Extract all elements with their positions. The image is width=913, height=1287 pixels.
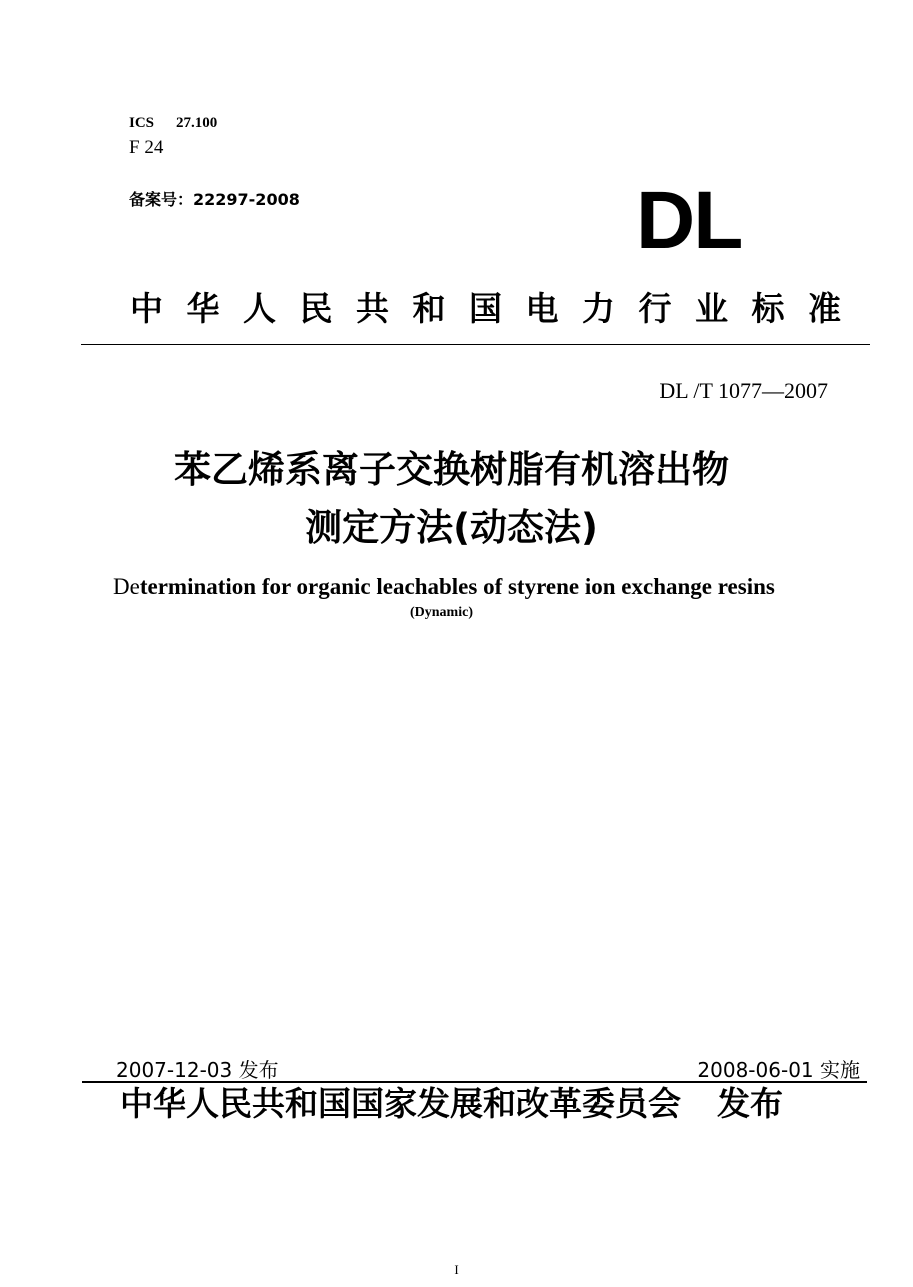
- ics-line: [129, 115, 217, 132]
- ccs-code: F 24: [129, 137, 164, 158]
- title-en-prefix: De: [113, 574, 140, 599]
- title-cn-line1: 苯乙烯系离子交换树脂有机溶出物: [174, 448, 729, 491]
- implementation-date: 2008-06-01 实施: [697, 1058, 860, 1082]
- page-number: I: [454, 1262, 459, 1277]
- standard-number: DL /T 1077—2007: [659, 378, 828, 403]
- publisher-action: 发布: [717, 1084, 783, 1123]
- ics-code: 27.100: [176, 115, 218, 131]
- dl-logo: DL: [636, 175, 742, 266]
- title-cn-line2: 测定方法(动态法): [305, 506, 598, 549]
- title-en-rest: termination for organic leachables of styrene ion exchange resins: [139, 574, 775, 599]
- publisher-line: [120, 1078, 783, 1125]
- publisher-name: 中华人民共和国国家发展和改革委员会: [120, 1084, 681, 1123]
- ics-label: ICS: [129, 115, 155, 131]
- title-en: [113, 574, 775, 600]
- title-en-subtitle: (Dynamic): [410, 605, 473, 620]
- issue-date: 2007-12-03 发布: [116, 1058, 279, 1082]
- filing-number: 备案号：22297-2008: [129, 190, 300, 209]
- industry-standard-heading: 中华人民共和国电力行业标准: [130, 289, 865, 328]
- top-divider: [81, 344, 870, 345]
